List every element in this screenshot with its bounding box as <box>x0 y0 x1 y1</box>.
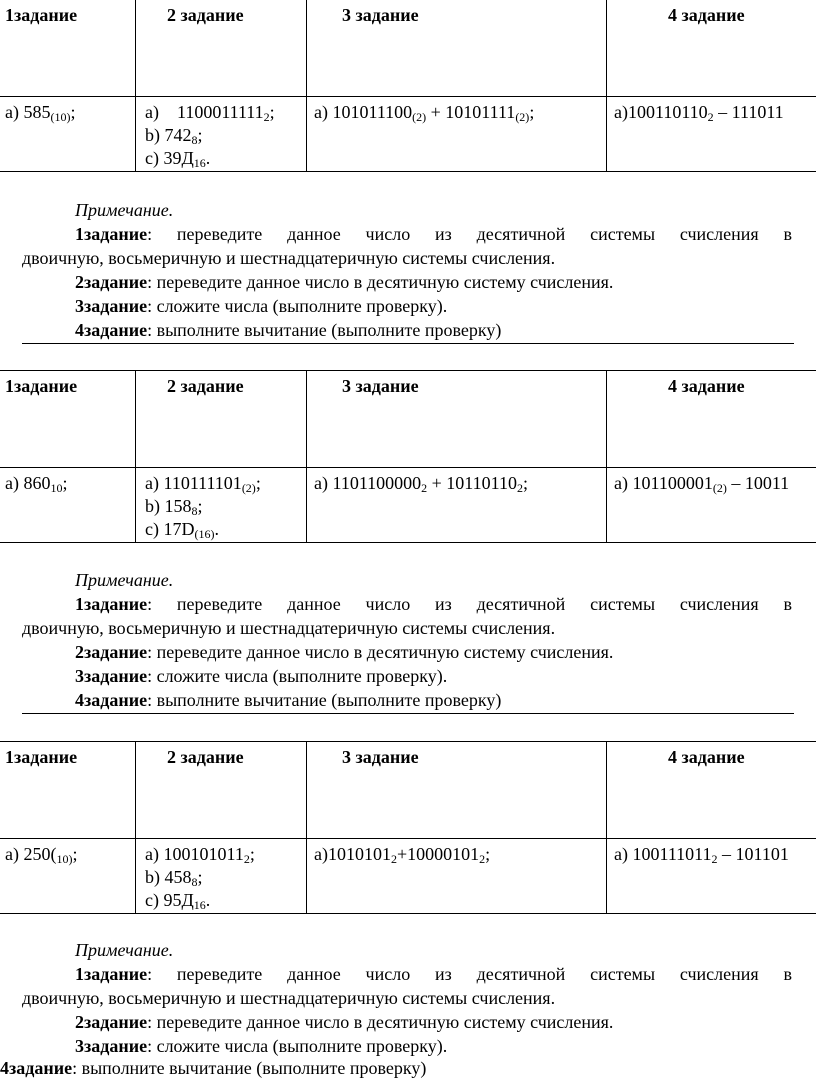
note-title: Примечание. <box>75 940 174 960</box>
divider <box>22 343 794 344</box>
table-grid-line <box>306 741 307 913</box>
task-2-value-c: c) $17D_{(16)}$. <box>145 519 219 541</box>
header-task-2: 2 задание <box>167 376 244 396</box>
task-2-value-a: а) $100101011_2$; <box>145 844 255 866</box>
note-line-4: 4задание: выполните вычитание (выполните проверку) <box>0 1058 427 1078</box>
task-3-value: а) $101011100_{(2)} + 10101111_{(2)}$; <box>314 102 535 124</box>
task-4-value: а) $101100001_{(2)} - 10011$ <box>614 473 790 495</box>
table-grid-line <box>0 913 816 914</box>
table-grid-line <box>0 467 816 468</box>
table-grid-line <box>135 370 136 542</box>
table-grid-line <box>0 542 816 543</box>
note-line-3: 3задание: сложите числа (выполните проверку). <box>75 296 448 316</box>
note-line-1: 1задание: переведите данное число из десятичной системы счисления в <box>75 594 792 614</box>
table-grid-line <box>0 370 816 371</box>
header-task-1: 1задание <box>5 747 78 767</box>
task-1-value: а) $860_{10}$; <box>5 473 68 495</box>
task-3-value: $а)1010101_2+10000101_2$; <box>314 844 491 866</box>
task-2-value-a: а) $1100011111_2$; <box>145 102 275 124</box>
header-task-4: 4 задание <box>668 376 745 396</box>
table-grid-line <box>606 0 607 171</box>
table-grid-line <box>306 370 307 542</box>
task-2-value-b: b) $458_8$; <box>145 867 203 889</box>
header-task-3: 3 задание <box>342 376 419 396</box>
header-task-3: 3 задание <box>342 747 419 767</box>
header-task-2: 2 задание <box>167 5 244 25</box>
table-grid-line <box>135 0 136 171</box>
table-grid-line <box>606 370 607 542</box>
header-task-1: 1задание <box>5 376 78 396</box>
note-line-1-cont: двоичную, восьмеричную и шестнадцатеричную системы счисления. <box>22 988 556 1008</box>
note-line-2: 2задание: переведите данное число в десятичную систему счисления. <box>75 272 614 292</box>
note-line-4: 4задание: выполните вычитание (выполните проверку) <box>75 690 502 710</box>
header-task-1: 1задание <box>5 5 78 25</box>
table-grid-line <box>0 96 816 97</box>
header-task-3: 3 задание <box>342 5 419 25</box>
table-grid-line <box>0 741 816 742</box>
header-task-4: 4 задание <box>668 747 745 767</box>
note-line-1-cont: двоичную, восьмеричную и шестнадцатеричную системы счисления. <box>22 618 556 638</box>
task-4-value: $а)100110110_2 - 111011$ <box>614 102 784 124</box>
task-2-value-b: b) $742_8$; <box>145 125 203 147</box>
table-grid-line <box>0 838 816 839</box>
table-grid-line <box>135 741 136 913</box>
note-line-2: 2задание: переведите данное число в десятичную систему счисления. <box>75 1012 614 1032</box>
task-3-value: а) $1101100000_2 + 10110110_2$; <box>314 473 528 495</box>
note-title: Примечание. <box>75 200 174 220</box>
task-2-value-b: b) $158_8$; <box>145 496 203 518</box>
task-1-value: а) $250(_{10)}$; <box>5 844 78 866</box>
task-2-value-c: c) $95Д_{16}$. <box>145 890 211 912</box>
note-line-3: 3задание: сложите числа (выполните проверку). <box>75 1036 448 1056</box>
note-line-1: 1задание: переведите данное число из десятичной системы счисления в <box>75 224 792 244</box>
note-line-1-cont: двоичную, восьмеричную и шестнадцатеричную системы счисления. <box>22 248 556 268</box>
table-grid-line <box>606 741 607 913</box>
task-4-value: а) $100111011_2 - 101101$ <box>614 844 789 866</box>
divider <box>22 713 794 714</box>
table-grid-line <box>306 0 307 171</box>
note-line-1: 1задание: переведите данное число из десятичной системы счисления в <box>75 964 792 984</box>
note-line-4: 4задание: выполните вычитание (выполните проверку) <box>75 320 502 340</box>
note-title: Примечание. <box>75 570 174 590</box>
task-1-value: а) $585_{(10)}$; <box>5 102 76 124</box>
task-2-value-a: а) $110111101_{(2)}$; <box>145 473 261 495</box>
header-task-2: 2 задание <box>167 747 244 767</box>
note-line-2: 2задание: переведите данное число в десятичную систему счисления. <box>75 642 614 662</box>
task-2-value-c: c) $39Д_{16}$. <box>145 148 211 170</box>
table-grid-line <box>0 171 816 172</box>
header-task-4: 4 задание <box>668 5 745 25</box>
note-line-3: 3задание: сложите числа (выполните проверку). <box>75 666 448 686</box>
